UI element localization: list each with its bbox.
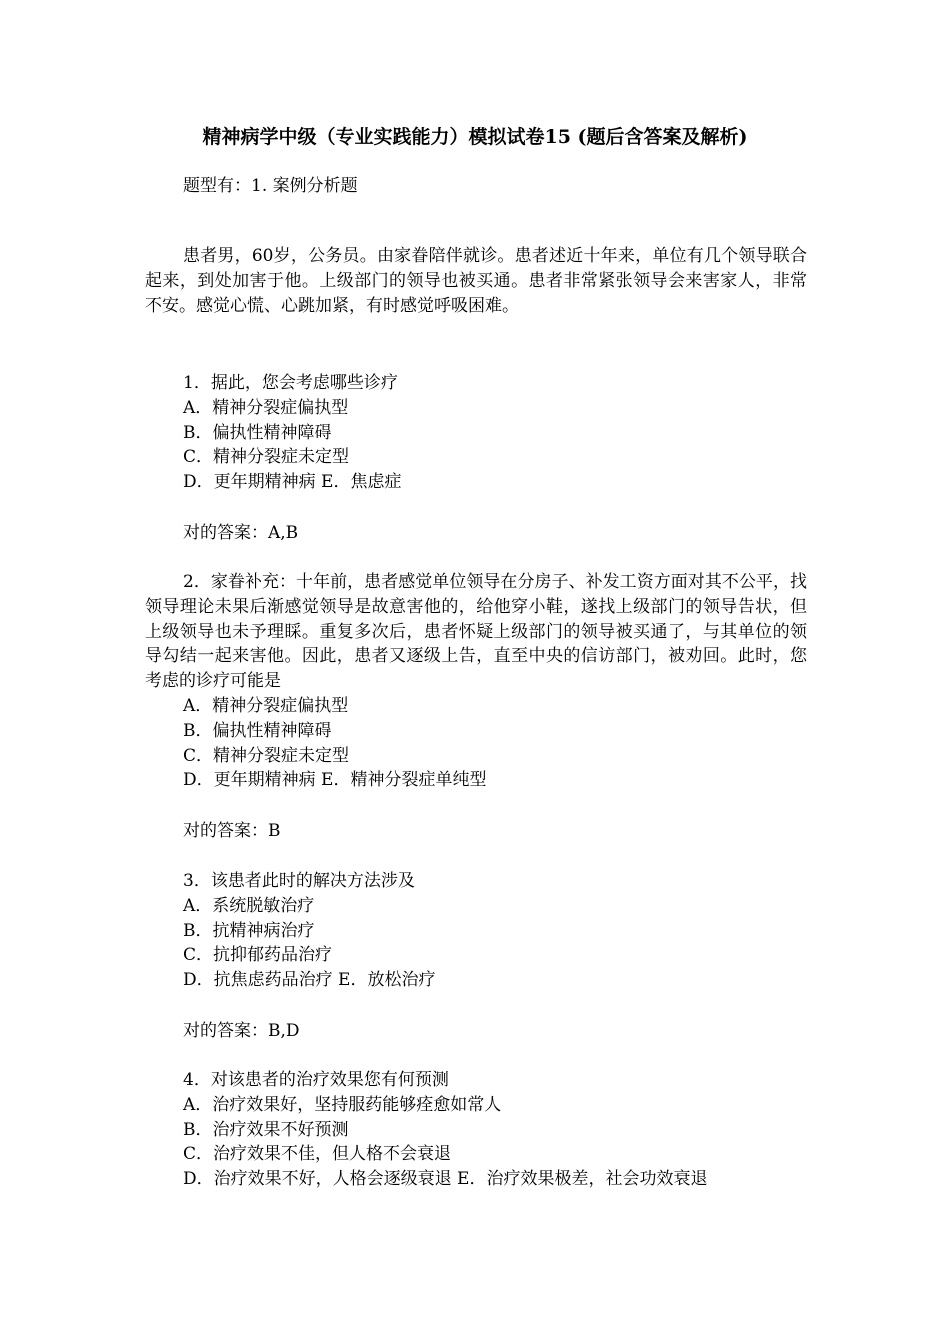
option-b: B．偏执性精神障碍 <box>183 422 332 443</box>
option-d-e: D．更年期精神病 E．焦虑症 <box>183 472 402 493</box>
option-b: B．抗精神病治疗 <box>183 920 315 941</box>
option-d-e: D．治疗效果不好，人格会逐级衰退 E．治疗效果极差，社会功效衰退 <box>183 1169 708 1190</box>
page-title: 精神病学中级（专业实践能力）模拟试卷15 (题后含答案及解析) <box>202 126 748 148</box>
question-stem: 3．该患者此时的解决方法涉及 <box>183 871 415 891</box>
question-type-line: 题型有：1. 案例分析题 <box>183 176 358 196</box>
option-d-e: D．抗焦虑药品治疗 E．放松治疗 <box>183 970 436 991</box>
option-a: A．治疗效果好，坚持服药能够痊愈如常人 <box>183 1094 502 1115</box>
option-d-e: D．更年期精神病 E．精神分裂症单纯型 <box>183 770 487 791</box>
question-3 <box>145 869 807 993</box>
option-a: A．精神分裂症偏执型 <box>183 695 349 716</box>
option-a: A．精神分裂症偏执型 <box>183 397 349 418</box>
answer-2: 对的答案：B <box>183 821 281 841</box>
question-4 <box>145 1068 807 1192</box>
question-stem: 2．家眷补充：十年前，患者感觉单位领导在分房子、补发工资方面对其不公平，找领导理论未果后渐感觉领导是故意害他的，给他穿小鞋，遂找上级部门的领导告状，但上级领导也未予理睬。重复多次后，患者怀疑上级部门的领导被买通了，与其单位的领导勾结一起来害他。因此，患者又逐级上告，直至中央的信访部门，被劝回。此时，您考虑的诊疗可能是 <box>145 572 807 692</box>
option-b: B．治疗效果不好预测 <box>183 1119 349 1140</box>
case-description: 患者男，60岁，公务员。由家眷陪伴就诊。患者述近十年来，单位有几个领导联合起来，到处加害于他。上级部门的领导也被买通。患者非常紧张领导会来害家人，非常不安。感觉心慌、心跳加紧，有时感觉呼吸困难。 <box>145 246 807 316</box>
option-c: C．精神分裂症未定型 <box>183 745 350 766</box>
question-1 <box>145 371 807 495</box>
option-c: C．抗抑郁药品治疗 <box>183 945 333 966</box>
question-stem: 4．对该患者的治疗效果您有何预测 <box>183 1070 449 1090</box>
question-2 <box>145 570 807 793</box>
option-b: B．偏执性精神障碍 <box>183 720 332 741</box>
option-a: A．系统脱敏治疗 <box>183 895 315 916</box>
option-c: C．治疗效果不佳，但人格不会衰退 <box>183 1144 452 1165</box>
answer-3: 对的答案：B,D <box>183 1021 300 1041</box>
option-c: C．精神分裂症未定型 <box>183 447 350 468</box>
answer-1: 对的答案：A,B <box>183 523 299 543</box>
question-stem: 1．据此，您会考虑哪些诊疗 <box>183 373 398 393</box>
